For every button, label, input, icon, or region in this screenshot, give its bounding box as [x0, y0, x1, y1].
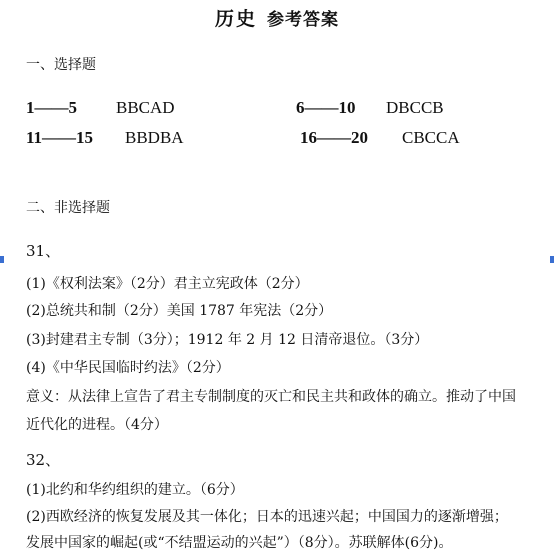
title-main: 历史	[214, 8, 257, 30]
answer-line: (4)《中华民国临时约法》（2分）	[26, 360, 230, 376]
answer-line: 意义：从法律上宣告了君主专制制度的灭亡和民主共和政体的确立。推动了中国	[26, 389, 516, 405]
answer-line: (1)《权利法案》（2分）君主立宪政体（2分）	[26, 276, 309, 292]
section-heading-choice: 一、选择题	[26, 57, 96, 73]
answer-line: (2)总统共和制（2分）美国 1787 年宪法（2分）	[26, 303, 333, 319]
answer-line: (3)封建君主专制（3分）；1912 年 2 月 12 日清帝退位。（3分）	[26, 332, 429, 348]
answer-line: (1)北约和华约组织的建立。（6分）	[26, 482, 244, 498]
answer-range: 16——20	[300, 128, 368, 147]
section-heading-nonchoice: 二、非选择题	[26, 200, 110, 216]
answer-range: 11——15	[26, 128, 94, 147]
page-title	[0, 4, 554, 31]
question-number: 32、	[26, 451, 61, 469]
answer-range: 1——5	[26, 98, 77, 117]
answer-letters: BBDBA	[125, 128, 184, 147]
answer-line: 发展中国家的崛起(或“不结盟运动的兴起”）（8分）。苏联解体(6分)。	[26, 535, 453, 551]
question-number: 31、	[26, 242, 61, 260]
answer-range: 6——10	[296, 98, 356, 117]
answer-letters: BBCAD	[116, 98, 175, 117]
answer-line: (2)西欧经济的恢复发展及其一体化；日本的迅速兴起；中国国力的逐渐增强；	[26, 509, 508, 525]
answer-letters: DBCCB	[386, 98, 444, 117]
margin-marker	[550, 256, 554, 263]
answer-line: 近代化的进程。（4分）	[26, 417, 168, 433]
title-sub: 参考答案	[267, 10, 339, 30]
answer-letters: CBCCA	[402, 128, 460, 147]
margin-marker	[0, 256, 4, 263]
